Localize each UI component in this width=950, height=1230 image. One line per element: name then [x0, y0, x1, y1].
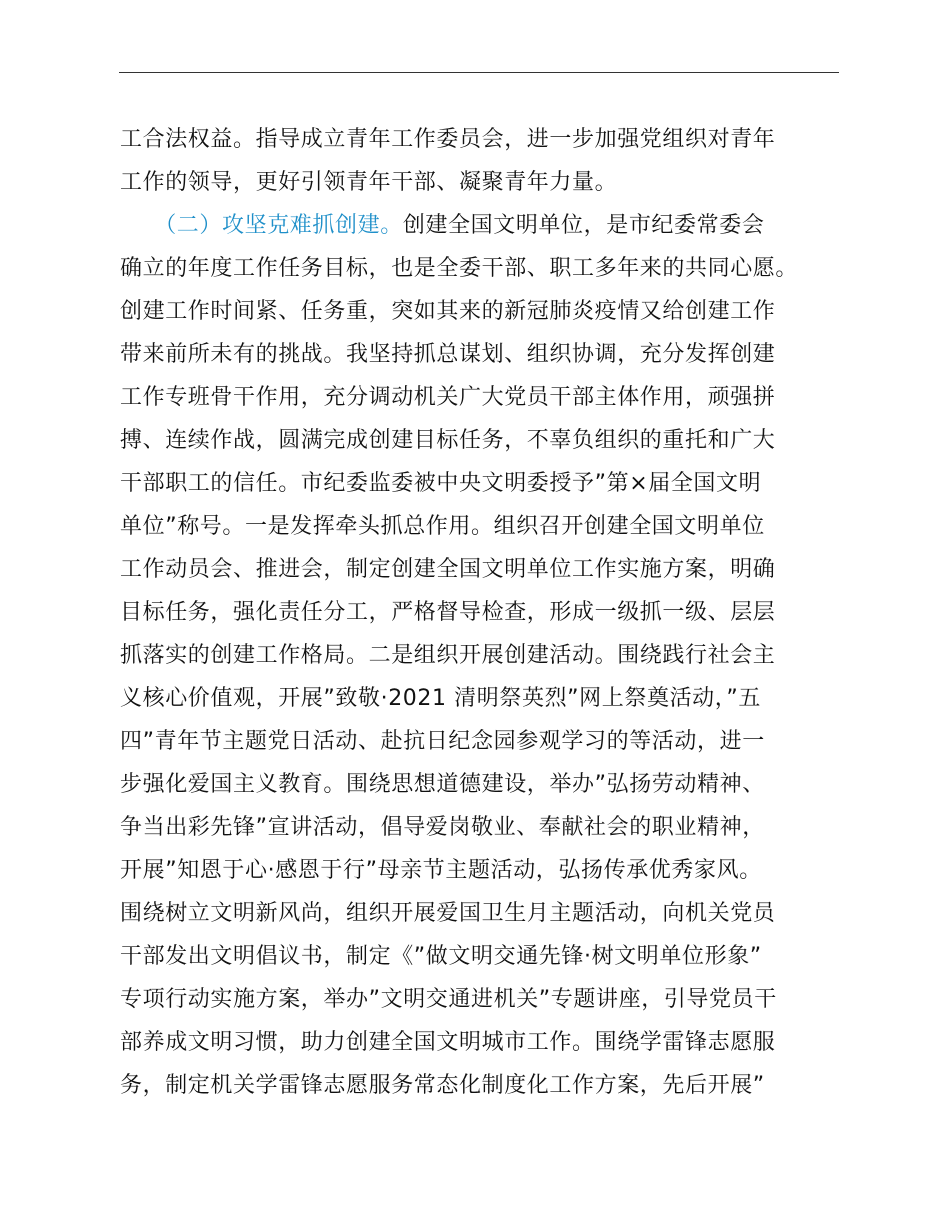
body-line: 搏、连续作战，圆满完成创建目标任务，不辜负组织的重托和广大	[120, 428, 776, 453]
body-line: 工合法权益。指导成立青年工作委员会，进一步加强党组织对青年	[120, 127, 776, 152]
heading-rest-text: 创建全国文明单位，是市纪委常委会	[402, 213, 765, 238]
body-line: 干部职工的信任。市纪委监委被中央文明委授予”第×届全国文明	[120, 471, 762, 496]
body-line: 开展”知恩于心·感恩于行”母亲节主题活动，弘扬传承优秀家风。	[120, 858, 762, 883]
body-line: 目标任务，强化责任分工，严格督导检查，形成一级抓一级、层层	[120, 600, 776, 625]
body-line: 带来前所未有的挑战。我坚持抓总谋划、组织协调，充分发挥创建	[120, 342, 776, 367]
body-line: 工作专班骨干作用，充分调动机关广大党员干部主体作用，顽强拼	[120, 385, 776, 410]
body-line: 单位”称号。一是发挥牵头抓总作用。组织召开创建全国文明单位	[120, 514, 765, 539]
document-body	[120, 118, 855, 1107]
body-line: 争当出彩先锋”宣讲活动，倡导爱岗敬业、奉献社会的职业精神，	[120, 815, 765, 840]
body-line: 四”青年节主题党日活动、赴抗日纪念园参观学习的等活动，进一	[120, 729, 765, 754]
body-line: 干部发出文明倡议书，制定《”做文明交通先锋·树文明单位形象”	[120, 944, 762, 969]
body-line: 工作动员会、推进会，制定创建全国文明单位工作实施方案，明确	[120, 557, 776, 582]
body-line: 专项行动实施方案，举办”文明交通进机关”专题讲座，引导党员干	[120, 987, 777, 1012]
header-rule	[119, 72, 839, 73]
body-line: 工作的领导，更好引领青年干部、凝聚青年力量。	[120, 170, 618, 195]
body-line: 务，制定机关学雷锋志愿服务常态化制度化工作方案，先后开展”	[120, 1073, 765, 1098]
section-heading-line	[120, 204, 855, 247]
heading-indent	[120, 213, 165, 238]
section-heading: （二）攻坚克难抓创建。	[165, 213, 403, 238]
body-line: 部养成文明习惯，助力创建全国文明城市工作。围绕学雷锋志愿服	[120, 1030, 776, 1055]
body-line: 步强化爱国主义教育。围绕思想道德建设，举办”弘扬劳动精神、	[120, 772, 765, 797]
body-line: 抓落实的创建工作格局。二是组织开展创建活动。围绕践行社会主	[120, 643, 776, 668]
body-line: 确立的年度工作任务目标，也是全委干部、职工多年来的共同心愿。	[120, 256, 799, 281]
body-line: 创建工作时间紧、任务重，突如其来的新冠肺炎疫情又给创建工作	[120, 299, 776, 324]
body-line: 围绕树立文明新风尚，组织开展爱国卫生月主题活动，向机关党员	[120, 901, 776, 926]
body-line: 义核心价值观，开展”致敬·2021 清明祭英烈”网上祭奠活动，”五	[120, 686, 761, 711]
